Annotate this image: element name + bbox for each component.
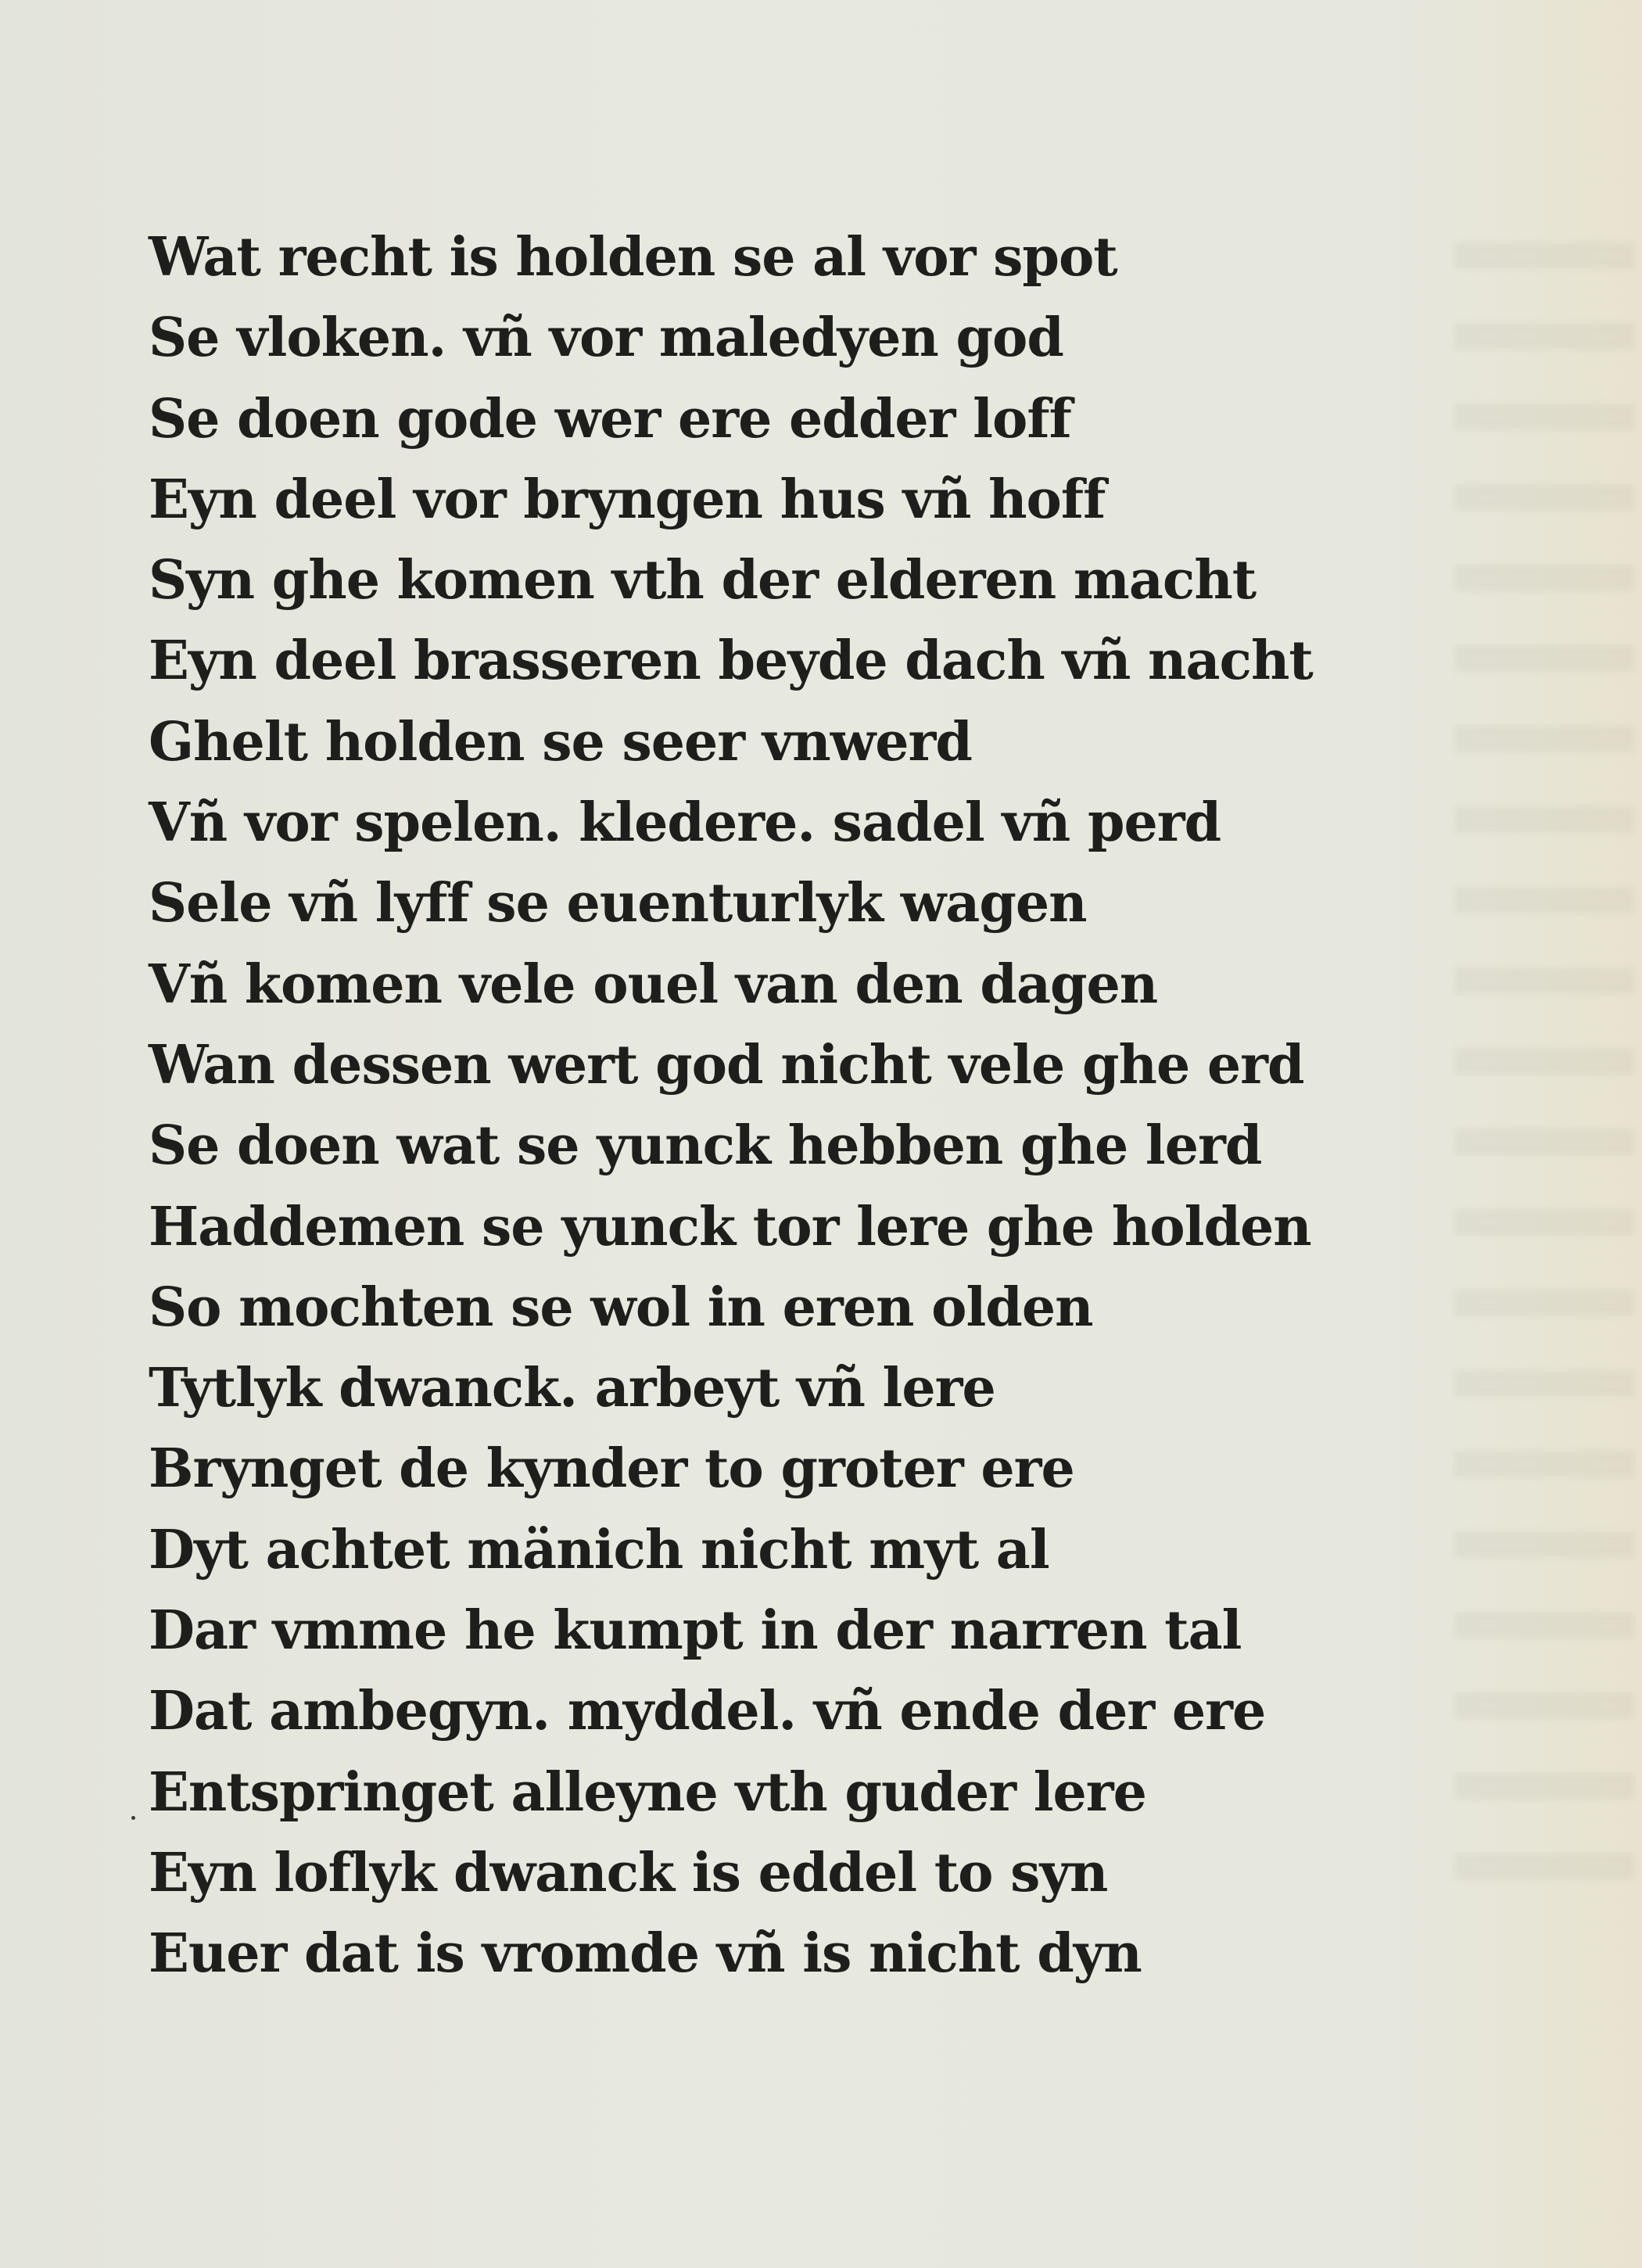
verse-line: Tytlyk dwanck. arbeyt vñ lere: [149, 1357, 995, 1420]
verse-line: Wat recht is holden se al vor spot: [149, 226, 1117, 289]
verse-line: Ghelt holden se seer vnwerd: [149, 710, 972, 773]
verse-line: Dar vmme he kumpt in der narren tal: [149, 1599, 1242, 1663]
verse-line: Eyn deel brasseren beyde dach vñ nacht: [149, 630, 1313, 693]
verse-line: Entspringet alleyne vth guder lere: [149, 1760, 1146, 1824]
show-through-text: [1454, 211, 1634, 1916]
verse-line: Se vloken. vñ vor maledyen god: [149, 307, 1063, 370]
verse-line: Eyn loflyk dwanck is eddel to syn: [149, 1841, 1108, 1904]
verse-line: Dat ambegyn. myddel. vñ ende der ere: [149, 1680, 1266, 1743]
verse-line: Eyn deel vor bryngen hus vñ hoff: [149, 468, 1106, 531]
verse-line: Haddemen se yunck tor lere ghe holden: [149, 1195, 1311, 1258]
verse-line: So mochten se wol in eren olden: [149, 1276, 1093, 1339]
verse-line: Syn ghe komen vth der elderen macht: [149, 549, 1257, 612]
verse-line: Vñ komen vele ouel van den dagen: [149, 953, 1158, 1016]
verse-line: Wan dessen wert god nicht vele ghe erd: [149, 1033, 1304, 1096]
verse-line: Vñ vor spelen. kledere. sadel vñ perd: [149, 791, 1221, 855]
verse-line: Euer dat is vromde vñ is nicht dyn: [149, 1922, 1142, 1986]
verse-line: Dyt achtet mänich nicht myt al: [149, 1518, 1049, 1581]
verse-line: Sele vñ lyff se euenturlyk wagen: [149, 872, 1087, 935]
verse-line: Se doen gode wer ere edder loff: [149, 387, 1071, 450]
verse-line: Brynget de kynder to groter ere: [149, 1437, 1074, 1501]
verse-block: [149, 217, 1462, 1995]
ink-dot: [131, 1816, 135, 1820]
verse-line: Se doen wat se yunck hebben ghe lerd: [149, 1114, 1262, 1178]
